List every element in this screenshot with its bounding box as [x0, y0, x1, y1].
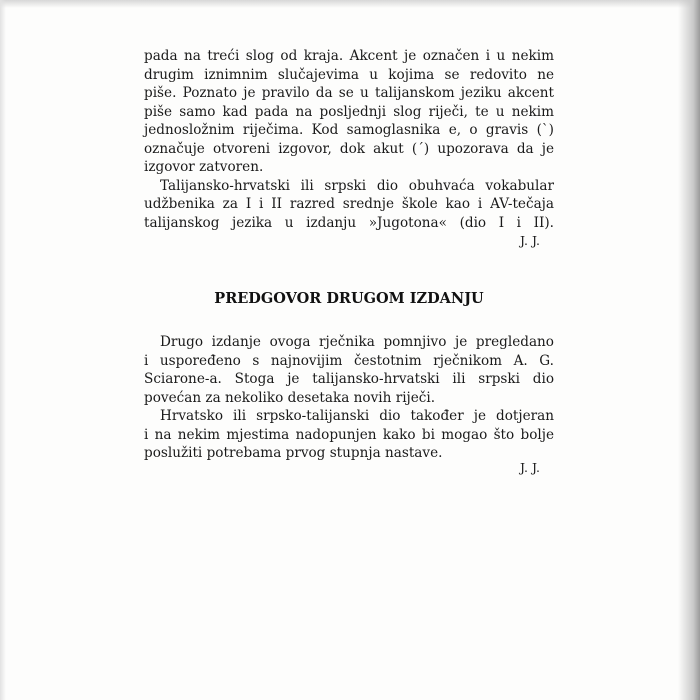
section2-signature: J. J. [519, 460, 540, 475]
text-line: i uspoređeno s najnovijim čestotnim rječnikom A. G. [144, 352, 554, 369]
text-line: i na nekim mjestima nadopunjen kako bi mogao što bolje [144, 426, 554, 443]
page-right-shadow [678, 0, 700, 700]
text-line: udžbenika za I i II razred srednje škole kao i AV-tečaja [144, 196, 554, 212]
text-line: talijanskog jezika u izdanju »Jugotona« (dio I i II). [144, 214, 554, 231]
section1-signature: J. J. [519, 233, 540, 248]
page-left-shadow [0, 0, 6, 700]
section2-heading: PREDGOVOR DRUGOM IZDANJU [214, 290, 484, 307]
section2-body [144, 333, 554, 463]
text-line: Drugo izdanje ovoga rječnika pomnjivo je pregledano [160, 334, 554, 350]
section1-body [144, 47, 554, 232]
text-line: Sciarone-a. Stoga je talijansko-hrvatski ili srpski dio [144, 371, 554, 387]
text-line: jednosložnim riječima. Kod samoglasnika e, o gravis (`) [144, 122, 554, 138]
text-line: označuje otvoreni izgovor, dok akut (´) upozorava da je [144, 140, 554, 157]
text-line: poslužiti potrebama prvog stupnja nastave. [144, 445, 443, 461]
text-line: piše. Poznato je pravilo da se u talijanskom jeziku akcent [144, 85, 554, 101]
page-top-shadow [0, 0, 700, 8]
text-line: piše samo kad pada na posljednji slog riječi, te u nekim [144, 103, 554, 120]
text-line: Hrvatsko ili srpsko-talijanski dio također je dotjeran [160, 408, 554, 424]
text-line: Talijansko-hrvatski ili srpski dio obuhvaća vokabular [160, 177, 554, 194]
text-line: pada na treći slog od kraja. Akcent je označen i u nekim [144, 48, 554, 64]
text-line: izgovor zatvoren. [144, 159, 264, 175]
text-line: povećan za nekoliko desetaka novih riječi. [144, 389, 436, 406]
text-line: drugim iznimnim slučajevima u kojima se redovito ne [144, 66, 554, 83]
